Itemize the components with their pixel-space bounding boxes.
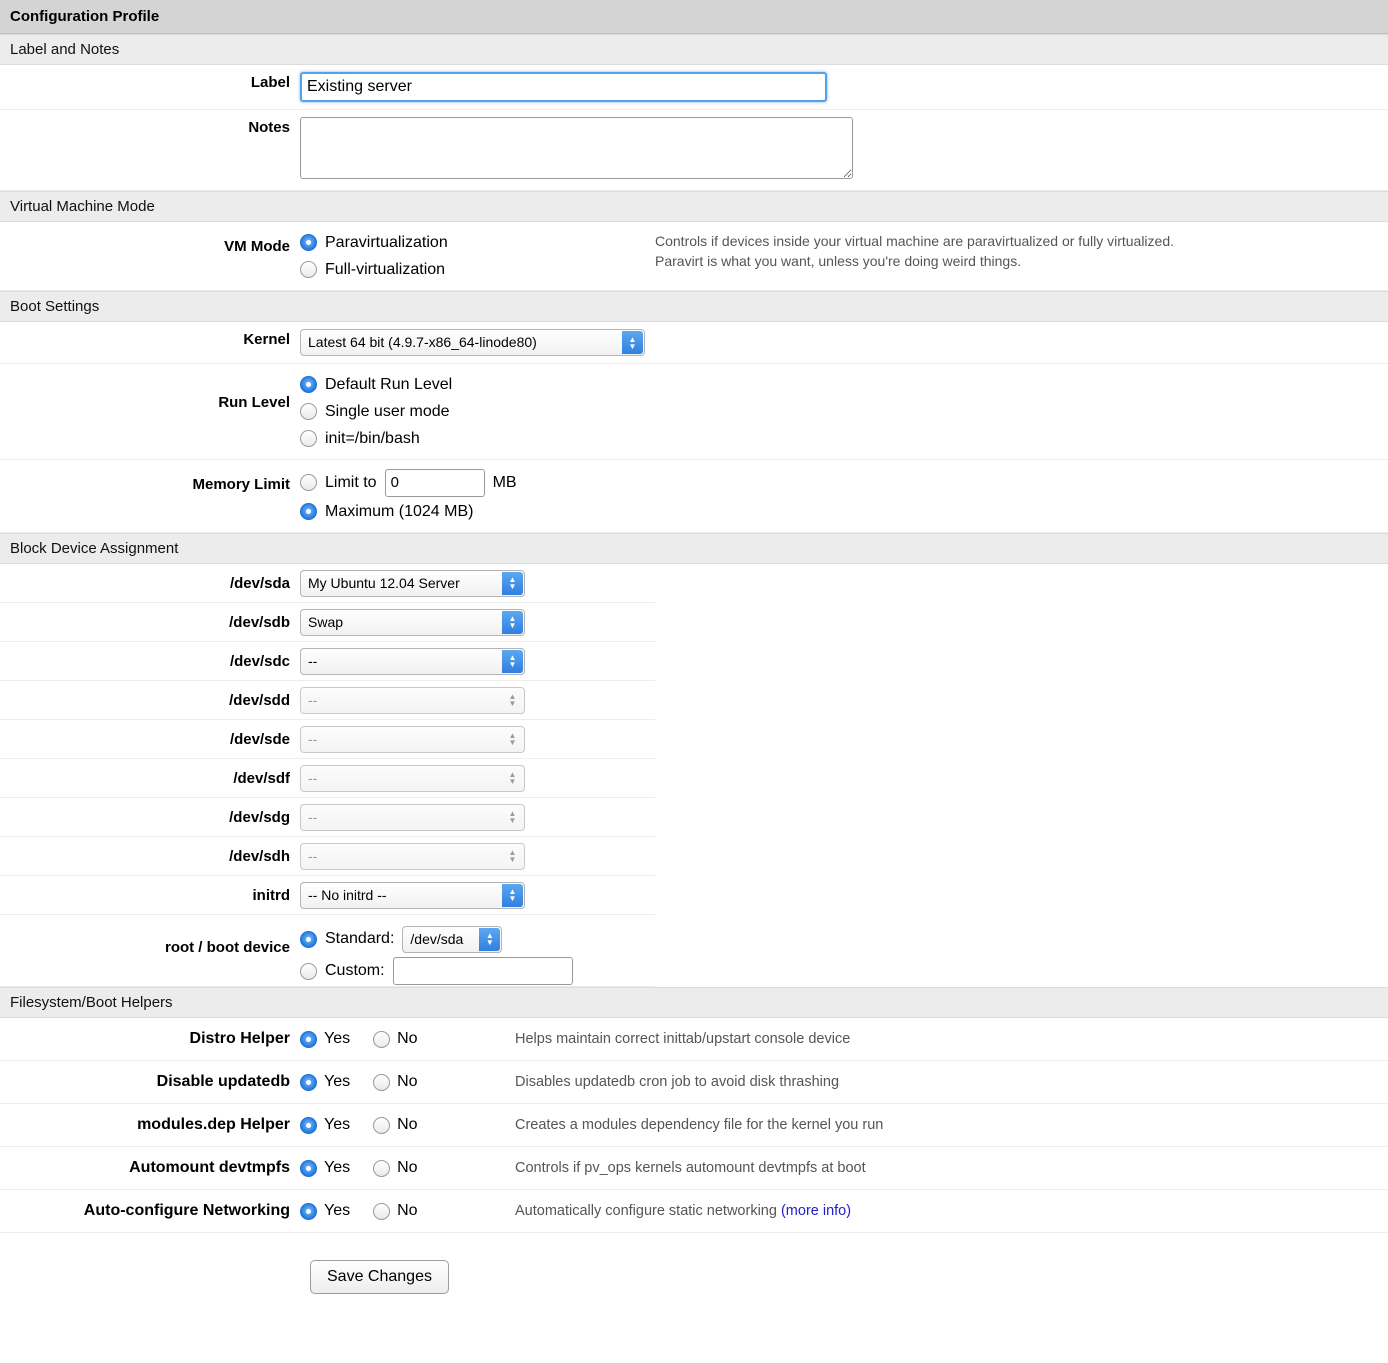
memory-limit-unit: MB <box>492 473 517 491</box>
initrd-row <box>0 876 655 915</box>
notes-field-label: Notes <box>248 119 290 136</box>
section-virtual-machine-mode: Virtual Machine Mode <box>0 191 1388 222</box>
radio-helper-4-no-icon[interactable] <box>373 1203 390 1220</box>
memory-limit-options <box>300 460 517 532</box>
helper-1-yes-label: Yes <box>324 1073 351 1090</box>
run-level-option-single-user[interactable] <box>300 398 452 425</box>
kernel-select[interactable] <box>300 329 645 356</box>
block-device-7-label: /dev/sdh <box>229 847 290 865</box>
initrd-field <box>300 882 525 909</box>
root-boot-option-custom[interactable] <box>300 955 573 987</box>
block-device-7-field <box>300 843 525 870</box>
helper-3-controls <box>300 1159 515 1177</box>
vm-mode-help-line-1: Controls if devices inside your virtual machine are paravirtualized or fully virtualized. <box>655 233 1175 249</box>
vm-mode-options <box>300 222 645 290</box>
chevron-updown-icon: ▲ ▼ <box>502 884 523 907</box>
table-row <box>0 837 655 876</box>
helper-3-help: Controls if pv_ops kernels automount devtmpfs at boot <box>515 1160 866 1176</box>
run-level-option-0-label: Default Run Level <box>325 375 453 393</box>
initrd-label: initrd <box>252 886 290 904</box>
helper-1-no-label: No <box>397 1073 418 1090</box>
block-device-5-value: -- <box>308 769 318 786</box>
kernel-field-cell <box>300 322 645 363</box>
table-row <box>0 720 655 759</box>
chevron-updown-icon: ▲ ▼ <box>502 650 523 673</box>
run-level-row <box>0 364 1388 460</box>
table-row <box>0 642 655 681</box>
helper-3-yes-label: Yes <box>324 1159 351 1176</box>
helper-row-distro-helper <box>0 1018 1388 1061</box>
notes-textarea[interactable] <box>300 117 853 179</box>
radio-helper-0-yes-icon[interactable] <box>300 1031 317 1048</box>
run-level-options <box>300 364 452 459</box>
block-device-6-value: -- <box>308 808 318 825</box>
block-device-5-field <box>300 765 525 792</box>
block-device-5-label: /dev/sdf <box>233 769 290 787</box>
helper-2-help: Creates a modules dependency file for the kernel you run <box>515 1117 884 1133</box>
table-row <box>0 603 655 642</box>
helper-4-controls <box>300 1202 515 1220</box>
chevron-updown-icon: ▲ ▼ <box>622 331 643 354</box>
root-boot-device-options <box>300 915 573 987</box>
chevron-updown-icon: ▲ ▼ <box>508 692 517 708</box>
block-device-7-value: -- <box>308 847 318 864</box>
memory-limit-limit-to-label: Limit to <box>325 473 377 491</box>
chevron-updown-icon: ▲ ▼ <box>502 611 523 634</box>
save-area <box>0 1233 1388 1294</box>
memory-limit-option-limit-to[interactable] <box>300 467 517 498</box>
helper-2-controls <box>300 1116 515 1134</box>
helper-1-label: Disable updatedb <box>156 1073 290 1090</box>
block-device-4-label: /dev/sde <box>229 730 290 748</box>
block-device-0-value: My Ubuntu 12.04 Server <box>308 574 460 591</box>
chevron-updown-icon: ▲ ▼ <box>479 928 500 951</box>
run-level-label: Run Level <box>218 394 290 411</box>
run-level-option-init-bin-bash[interactable] <box>300 425 452 452</box>
radio-helper-3-no-icon[interactable] <box>373 1160 390 1177</box>
section-boot-settings: Boot Settings <box>0 291 1388 322</box>
helper-3-label: Automount devtmpfs <box>129 1159 290 1176</box>
kernel-label: Kernel <box>243 331 290 348</box>
block-device-6-select[interactable] <box>300 804 525 831</box>
block-device-1-field <box>300 609 525 636</box>
block-device-3-field <box>300 687 525 714</box>
root-boot-custom-input[interactable] <box>393 957 573 985</box>
run-level-option-default[interactable] <box>300 371 452 398</box>
radio-full-virtualization-icon[interactable] <box>300 261 317 278</box>
helper-0-controls <box>300 1030 515 1048</box>
helper-4-yes-label: Yes <box>324 1202 351 1219</box>
block-device-1-select[interactable] <box>300 609 525 636</box>
helper-4-label: Auto-configure Networking <box>83 1202 290 1219</box>
radio-helper-2-yes-icon[interactable] <box>300 1117 317 1134</box>
block-device-3-value: -- <box>308 691 318 708</box>
block-device-0-field <box>300 570 525 597</box>
block-device-6-field <box>300 804 525 831</box>
vm-mode-help <box>645 222 1388 280</box>
block-device-list <box>0 564 655 987</box>
run-level-option-2-label: init=/bin/bash <box>325 429 420 447</box>
helper-row-disable-updatedb <box>0 1061 1388 1104</box>
radio-maximum-icon[interactable] <box>300 503 317 520</box>
radio-helper-3-yes-icon[interactable] <box>300 1160 317 1177</box>
radio-paravirtualization-icon[interactable] <box>300 234 317 251</box>
block-device-0-label: /dev/sda <box>229 574 290 592</box>
root-boot-option-standard[interactable] <box>300 923 573 955</box>
label-row <box>0 65 1388 110</box>
vm-mode-option-full-virtualization[interactable] <box>300 256 645 283</box>
helper-3-no-label: No <box>397 1159 418 1176</box>
helper-2-label: modules.dep Helper <box>137 1116 290 1133</box>
table-row <box>0 798 655 837</box>
root-boot-device-row <box>0 915 655 987</box>
vm-mode-option-1-label: Full-virtualization <box>325 260 446 278</box>
vm-mode-row <box>0 222 1388 291</box>
radio-helper-4-yes-icon[interactable] <box>300 1203 317 1220</box>
table-row <box>0 759 655 798</box>
chevron-updown-icon: ▲ ▼ <box>508 731 517 747</box>
radio-init-bin-bash-icon[interactable] <box>300 430 317 447</box>
vm-mode-option-0-label: Paravirtualization <box>325 233 448 251</box>
helper-2-no-label: No <box>397 1116 418 1133</box>
memory-limit-label: Memory Limit <box>192 476 290 493</box>
helper-0-help: Helps maintain correct inittab/upstart console device <box>515 1031 851 1047</box>
helper-1-help: Disables updatedb cron job to avoid disk thrashing <box>515 1074 840 1090</box>
block-device-4-value: -- <box>308 730 318 747</box>
memory-limit-input[interactable] <box>385 469 485 497</box>
block-device-1-value: Swap <box>308 613 344 630</box>
block-device-4-field <box>300 726 525 753</box>
radio-default-run-level-icon[interactable] <box>300 376 317 393</box>
kernel-select-value: Latest 64 bit (4.9.7-x86_64-linode80) <box>308 334 537 350</box>
helper-2-yes-label: Yes <box>324 1116 351 1133</box>
radio-single-user-mode-icon[interactable] <box>300 403 317 420</box>
notes-field-cell <box>300 110 853 190</box>
helper-0-label: Distro Helper <box>189 1030 290 1047</box>
block-device-1-label: /dev/sdb <box>229 613 290 631</box>
more-info-link[interactable]: (more info) <box>780 1203 852 1219</box>
run-level-option-1-label: Single user mode <box>325 402 450 420</box>
root-boot-standard-select[interactable] <box>402 926 502 953</box>
label-input[interactable] <box>300 72 827 102</box>
section-filesystem-boot-helpers: Filesystem/Boot Helpers <box>0 987 1388 1018</box>
block-device-7-select[interactable] <box>300 843 525 870</box>
vm-mode-option-paravirtualization[interactable] <box>300 229 645 256</box>
radio-helper-2-no-icon[interactable] <box>373 1117 390 1134</box>
table-row <box>0 681 655 720</box>
memory-limit-row <box>0 460 1388 533</box>
label-field-label: Label <box>250 74 290 91</box>
helpers-list <box>0 1018 1388 1233</box>
page-title: Configuration Profile <box>0 0 1388 34</box>
radio-helper-1-no-icon[interactable] <box>373 1074 390 1091</box>
helper-0-no-label: No <box>397 1030 418 1047</box>
block-device-2-value: -- <box>308 652 318 669</box>
root-boot-standard-label: Standard: <box>325 930 395 947</box>
initrd-value: -- No initrd -- <box>308 886 387 903</box>
helper-row-auto-configure-networking <box>0 1190 1388 1233</box>
helper-row-modules-dep-helper <box>0 1104 1388 1147</box>
section-label-and-notes: Label and Notes <box>0 34 1388 65</box>
block-device-6-label: /dev/sdg <box>229 808 290 826</box>
radio-helper-1-yes-icon[interactable] <box>300 1074 317 1091</box>
root-boot-standard-value: /dev/sda <box>410 930 464 947</box>
memory-limit-maximum-label: Maximum (1024 MB) <box>325 502 474 520</box>
block-device-3-select[interactable] <box>300 687 525 714</box>
helper-4-help-wrap <box>515 1203 1388 1219</box>
helper-0-yes-label: Yes <box>324 1030 351 1047</box>
block-device-5-select[interactable] <box>300 765 525 792</box>
vm-mode-label: VM Mode <box>224 238 290 255</box>
block-device-2-label: /dev/sdc <box>229 652 290 670</box>
save-changes-button[interactable]: Save Changes <box>310 1260 449 1294</box>
radio-limit-to-icon[interactable] <box>300 474 317 491</box>
chevron-updown-icon: ▲ ▼ <box>508 809 517 825</box>
chevron-updown-icon: ▲ ▼ <box>502 572 523 595</box>
helper-1-controls <box>300 1073 515 1091</box>
helper-4-help: Automatically configure static networking <box>515 1203 781 1219</box>
block-device-3-label: /dev/sdd <box>229 691 290 709</box>
root-boot-custom-label: Custom: <box>325 962 385 979</box>
chevron-updown-icon: ▲ ▼ <box>508 848 517 864</box>
vm-mode-help-line-2: Paravirt is what you want, unless you're doing weird things. <box>655 253 1022 270</box>
helper-row-automount-devtmpfs <box>0 1147 1388 1190</box>
label-field-cell <box>300 65 827 109</box>
block-device-4-select[interactable] <box>300 726 525 753</box>
root-boot-device-label: root / boot device <box>164 939 290 956</box>
radio-helper-0-no-icon[interactable] <box>373 1031 390 1048</box>
notes-row <box>0 110 1388 191</box>
block-device-2-select[interactable] <box>300 648 525 675</box>
chevron-updown-icon: ▲ ▼ <box>508 770 517 786</box>
kernel-row <box>0 322 1388 364</box>
helper-4-no-label: No <box>397 1202 418 1219</box>
radio-custom-icon[interactable] <box>300 963 317 980</box>
memory-limit-option-maximum[interactable] <box>300 498 517 525</box>
table-row <box>0 564 655 603</box>
radio-standard-icon[interactable] <box>300 931 317 948</box>
initrd-select[interactable] <box>300 882 525 909</box>
section-block-device-assignment: Block Device Assignment <box>0 533 1388 564</box>
block-device-0-select[interactable] <box>300 570 525 597</box>
block-device-2-field <box>300 648 525 675</box>
